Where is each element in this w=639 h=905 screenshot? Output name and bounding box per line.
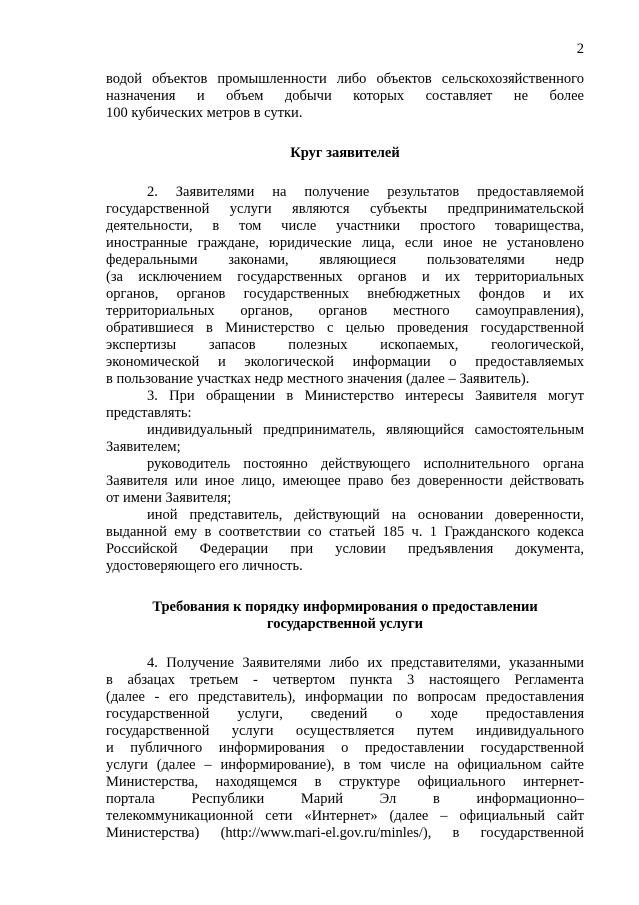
text-line: экономической и экологической информации о предоставляемых	[106, 354, 584, 370]
text-line: услуги (далее – информирование), в том числе на официальном сайте	[106, 757, 584, 773]
text-line: государственной услуги, сведений о ходе предоставления	[106, 706, 584, 722]
text-line: территориальных органов, органов местного самоуправления),	[106, 303, 584, 319]
text-line: федеральными законами, являющиеся пользователями недр	[106, 252, 584, 268]
text-line: 3. При обращении в Министерство интересы Заявителя могут	[147, 388, 584, 404]
text-line: Министерства) (http://www.mari-el.gov.ru/minles/), в государственной	[106, 825, 584, 841]
text-line: государственной услуги осуществляется путем индивидуального	[106, 723, 584, 739]
text-line: и публичного информирования о предоставлении государственной	[106, 740, 584, 756]
text-line: деятельности, в том числе участники простого товарищества,	[106, 218, 584, 234]
text-line: Заявителя или иное лицо, имеющее право без доверенности действовать	[106, 473, 584, 489]
text-line: руководитель постоянно действующего исполнительного органа	[147, 456, 584, 472]
text-line: государственной услуги являются субъекты предпринимательской	[106, 201, 584, 217]
text-line: 4. Получение Заявителями либо их представителями, указанными	[147, 655, 584, 671]
text-line: 2. Заявителями на получение результатов предоставляемой	[147, 184, 584, 200]
text-line: 100 кубических метров в сутки.	[106, 105, 303, 121]
text-line: телекоммуникационной сети «Интернет» (далее – официальный сайт	[106, 808, 584, 824]
text-line: Российской Федерации при условии предъявления документа,	[106, 541, 584, 557]
text-line: представлять:	[106, 405, 192, 421]
section-heading: Круг заявителей	[290, 145, 400, 161]
text-line: (далее - его представитель), информации по вопросам предоставления	[106, 689, 584, 705]
text-line: органов, органов государственных внебюджетных фондов и их	[106, 286, 584, 302]
text-line: иной представитель, действующий на основании доверенности,	[147, 507, 584, 523]
text-line: Заявителем;	[106, 439, 181, 455]
text-line: экспертизы запасов полезных ископаемых, геологической,	[106, 337, 584, 353]
text-line: назначения и объем добычи которых составляет не более	[106, 88, 584, 104]
text-line: выданной ему в соответствии со статьей 185 ч. 1 Гражданского кодекса	[106, 524, 584, 540]
text-line: (за исключением государственных органов и их территориальных	[106, 269, 584, 285]
text-line: от имени Заявителя;	[106, 490, 232, 506]
text-line: водой объектов промышленности либо объектов сельскохозяйственного	[106, 71, 584, 87]
text-line: обратившиеся в Министерство с целью проведения государственной	[106, 320, 584, 336]
text-line: портала Республики Марий Эл в информационно–	[106, 791, 584, 807]
section-heading: Требования к порядку информирования о предоставлении	[152, 599, 538, 615]
text-line: в пользование участках недр местного значения (далее – Заявитель).	[106, 371, 530, 387]
text-line: Министерства, находящемся в структуре официального интернет-	[106, 774, 584, 790]
text-line: удостоверяющего его личность.	[106, 558, 303, 574]
text-line: в абзацах третьем - четвертом пункта 3 настоящего Регламента	[106, 672, 584, 688]
text-line: индивидуальный предприниматель, являющийся самостоятельным	[147, 422, 584, 438]
section-heading: государственной услуги	[266, 616, 424, 632]
page-number: 2	[576, 41, 584, 57]
text-line: иностранные граждане, юридические лица, если иное не установлено	[106, 235, 584, 251]
